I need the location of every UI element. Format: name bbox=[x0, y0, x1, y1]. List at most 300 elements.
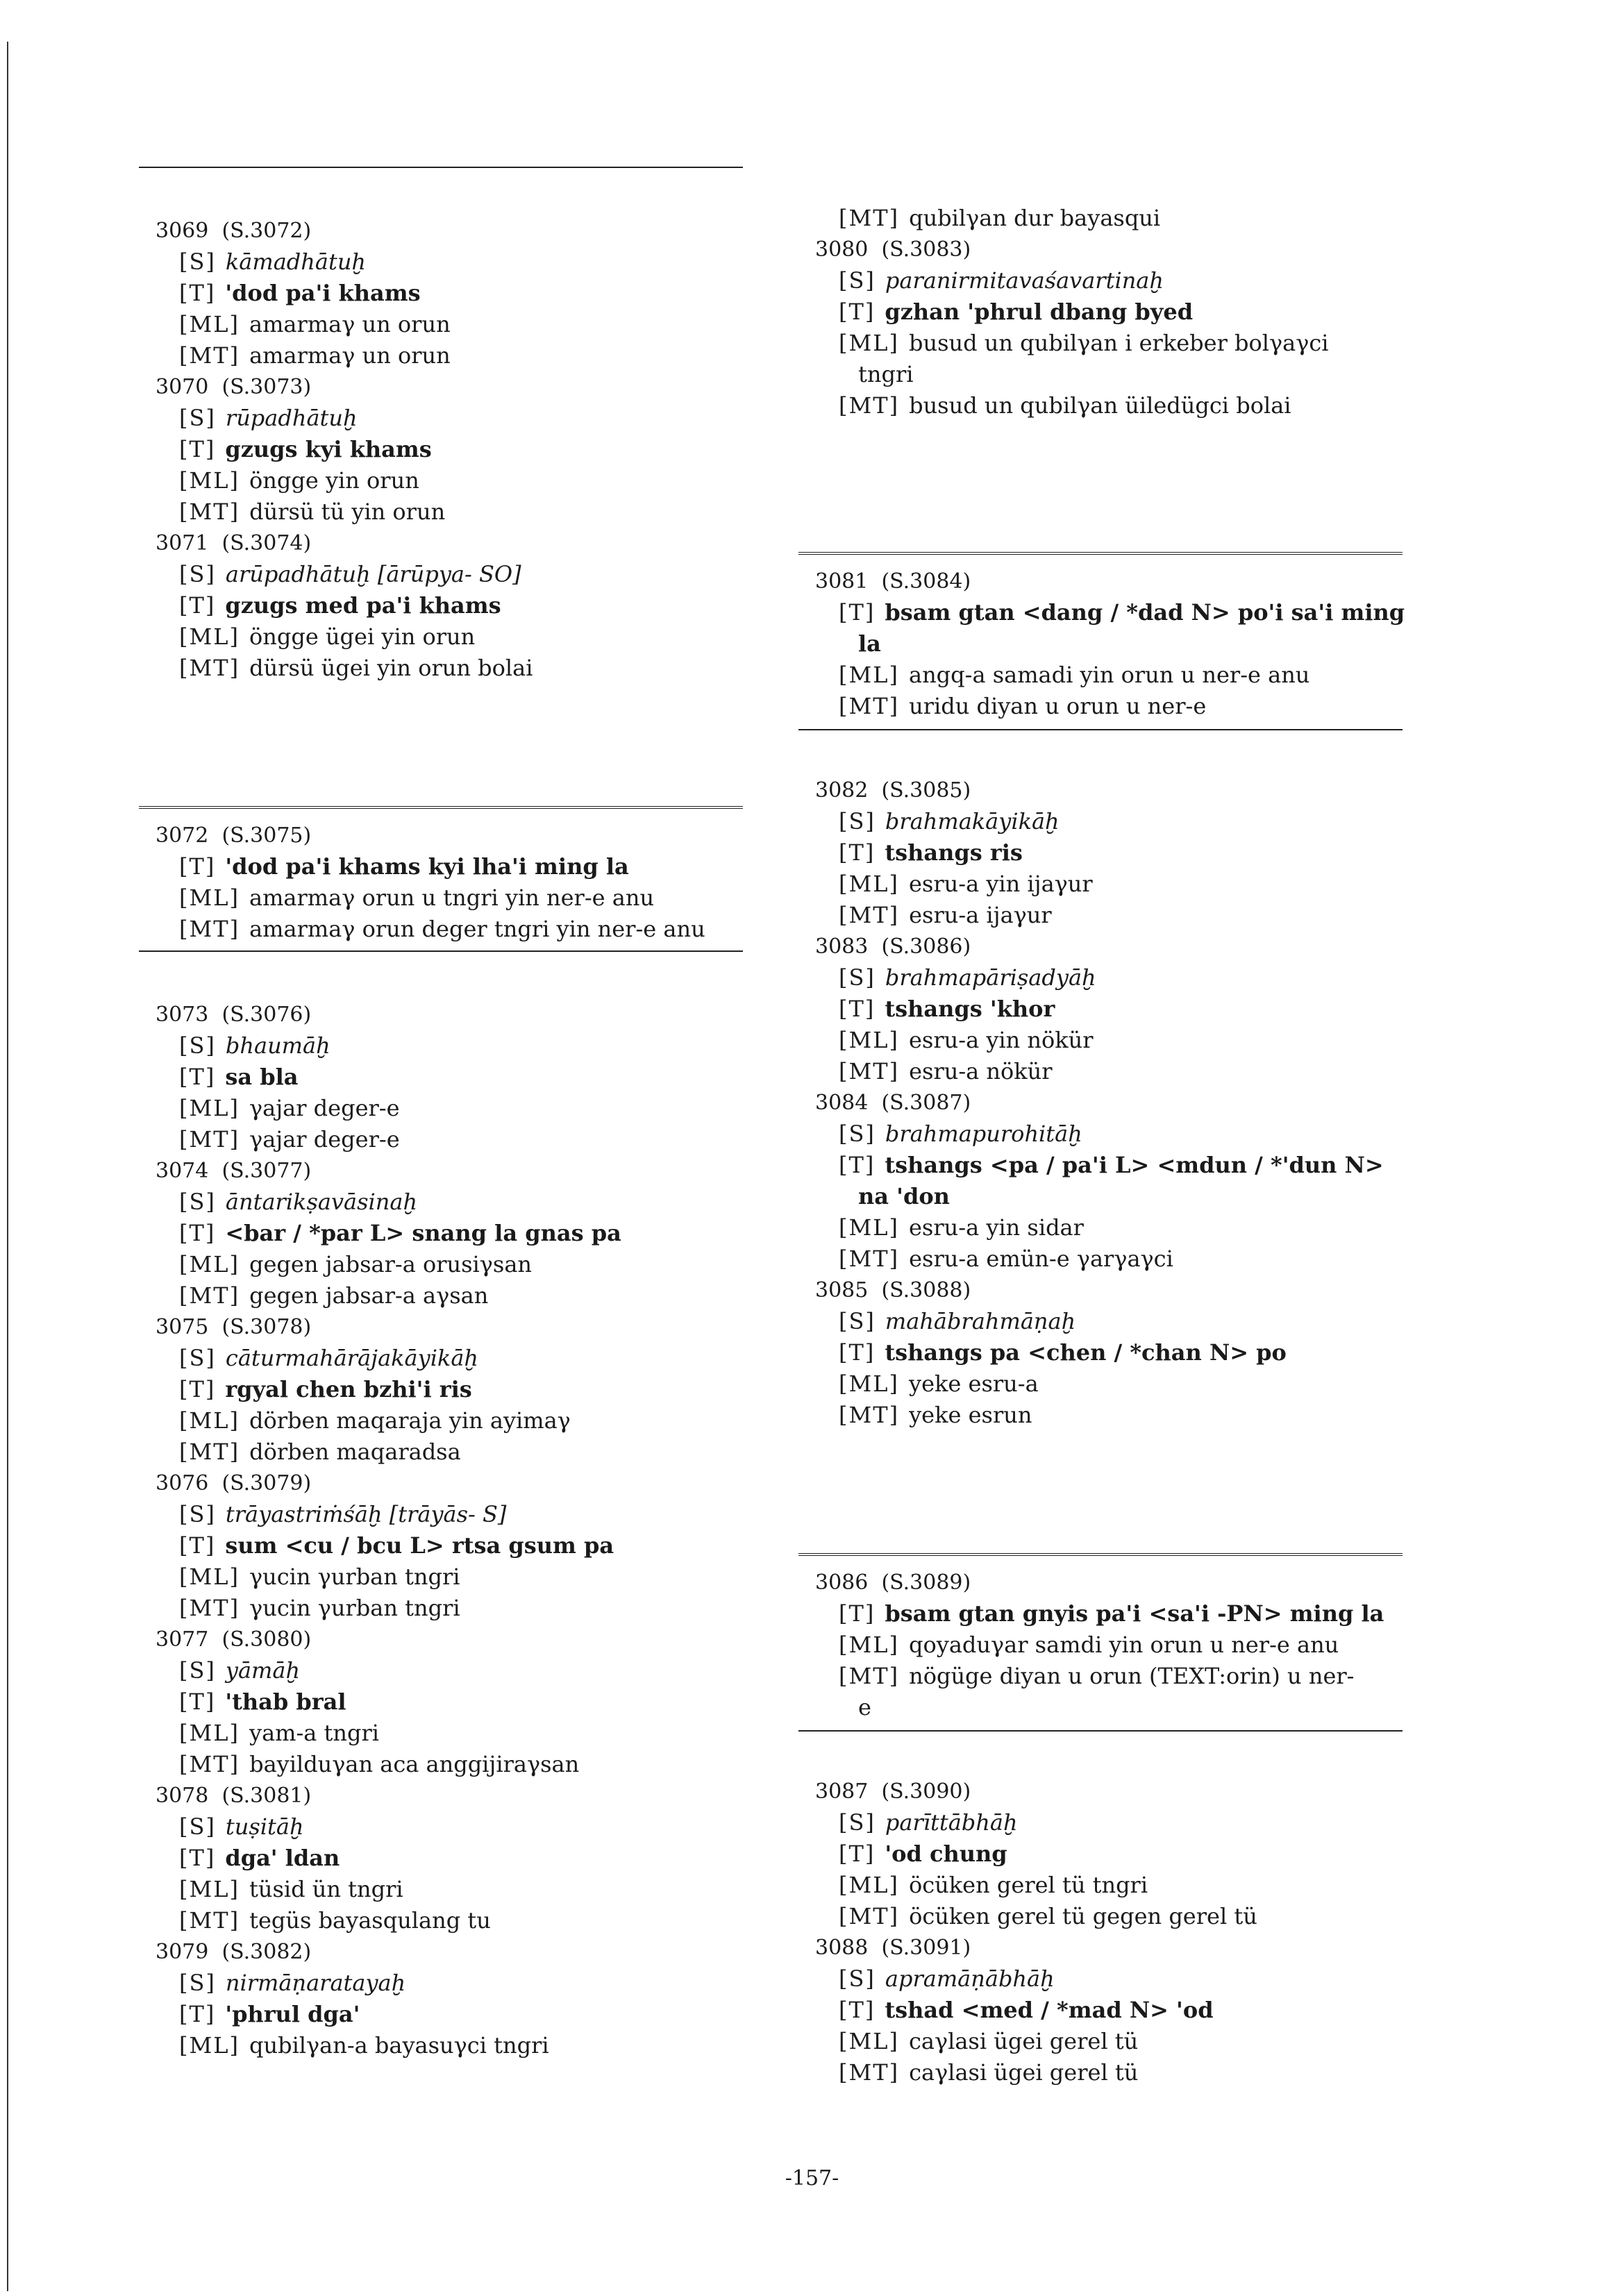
language-tag: [T] bbox=[179, 1376, 216, 1402]
entry-text: esru-a emün-e γarγaγci bbox=[909, 1246, 1173, 1272]
entry-text: γucin γurban tngri bbox=[249, 1595, 460, 1621]
entry-text: tüsid ün tngri bbox=[249, 1876, 403, 1902]
entry-reference: (S.3087) bbox=[881, 1091, 971, 1115]
entry-number: 3079 bbox=[156, 1940, 209, 1964]
entry-line bbox=[839, 837, 1437, 869]
entry-line bbox=[179, 1718, 778, 1749]
entry-line bbox=[179, 246, 778, 278]
entry-line bbox=[839, 1118, 1437, 1150]
language-tag: [S] bbox=[179, 1657, 216, 1684]
entry-line bbox=[179, 309, 778, 340]
language-tag: [T] bbox=[839, 1152, 876, 1178]
language-tag: [MT] bbox=[839, 1903, 900, 1929]
entry-line bbox=[179, 1905, 778, 1936]
language-tag: [S] bbox=[839, 808, 876, 835]
language-tag: [ML] bbox=[839, 871, 899, 897]
entry-text: amarmaγ orun u tngri yin ner-e anu bbox=[249, 885, 655, 911]
entry-text: 'dod pa'i khams kyi lha'i ming la bbox=[225, 853, 629, 880]
entry-header bbox=[815, 1087, 1437, 1118]
entry-line bbox=[179, 340, 778, 371]
entry-text: mahābrahmāṇaḫ bbox=[885, 1308, 1076, 1334]
entry-text: dürsü ügei yin orun bolai bbox=[249, 655, 533, 681]
entry-text: gegen jabsar-a orusiγsan bbox=[249, 1251, 533, 1277]
entry-text: γucin γurban tngri bbox=[249, 1564, 460, 1590]
entry-line bbox=[839, 2057, 1437, 2088]
entry-line bbox=[839, 900, 1437, 931]
entry-text: caγlasi ügei gerel tü bbox=[909, 2059, 1139, 2086]
entry-line bbox=[179, 1405, 778, 1436]
entry-line bbox=[839, 1995, 1437, 2026]
language-tag: [T] bbox=[179, 853, 216, 880]
entry-block bbox=[139, 215, 778, 684]
language-tag: [T] bbox=[179, 1689, 216, 1715]
entry-text: brahmakāyikāḫ bbox=[885, 808, 1060, 835]
language-tag: [MT] bbox=[179, 1126, 240, 1153]
entry-reference: (S.3078) bbox=[221, 1315, 312, 1339]
entry-header bbox=[156, 1624, 778, 1655]
entry-text: gzhan 'phrul dbang byed bbox=[885, 299, 1194, 325]
language-tag: [MT] bbox=[179, 342, 240, 369]
language-tag: [MT] bbox=[179, 916, 240, 942]
entry-reference: (S.3082) bbox=[221, 1940, 312, 1964]
language-tag: [MT] bbox=[839, 2059, 900, 2086]
language-tag: [S] bbox=[839, 1308, 876, 1334]
language-tag: [MT] bbox=[839, 693, 900, 719]
entry-text: trāyastriṁśāḫ [trāyās- S] bbox=[225, 1501, 507, 1527]
language-tag: [ML] bbox=[179, 1251, 240, 1277]
entry-line bbox=[839, 1243, 1437, 1275]
section-rule bbox=[798, 1730, 1403, 1732]
entry-line bbox=[179, 2030, 778, 2061]
entry-line bbox=[179, 278, 778, 309]
entry-line bbox=[839, 1150, 1437, 1181]
language-tag: [T] bbox=[839, 1841, 876, 1867]
language-tag: [ML] bbox=[839, 1027, 899, 1053]
language-tag: [MT] bbox=[839, 1058, 900, 1084]
entry-line bbox=[839, 296, 1437, 328]
entry-line bbox=[179, 1499, 778, 1530]
language-tag: [T] bbox=[839, 1997, 876, 2023]
language-tag: [S] bbox=[839, 1809, 876, 1836]
entry-number: 3075 bbox=[156, 1315, 209, 1339]
entry-text: qubilγan dur bayasqui bbox=[909, 205, 1161, 231]
entry-reference: (S.3080) bbox=[221, 1627, 312, 1652]
entry-text: gzugs kyi khams bbox=[225, 436, 432, 462]
entry-line bbox=[839, 1901, 1437, 1932]
entry-number: 3074 bbox=[156, 1159, 209, 1183]
entry-block bbox=[798, 1776, 1437, 2088]
entry-text: bsam gtan <dang / *dad N> po'i sa'i ming bbox=[885, 599, 1405, 626]
section-rule bbox=[798, 729, 1403, 730]
section-rule bbox=[798, 1553, 1403, 1556]
entry-line bbox=[179, 1343, 778, 1374]
language-tag: [ML] bbox=[179, 623, 240, 650]
entry-text: 'dod pa'i khams bbox=[225, 280, 421, 306]
entry-header bbox=[156, 820, 778, 851]
entry-text: dörben maqaradsa bbox=[249, 1439, 461, 1465]
language-tag: [ML] bbox=[179, 1407, 240, 1434]
entry-text: parīttābhāḫ bbox=[885, 1809, 1018, 1836]
language-tag: [MT] bbox=[179, 1282, 240, 1309]
entry-text: bhaumāḫ bbox=[225, 1032, 330, 1059]
entry-header bbox=[156, 1312, 778, 1343]
entry-reference: (S.3085) bbox=[881, 778, 971, 803]
entry-header bbox=[815, 775, 1437, 806]
language-tag: [MT] bbox=[839, 1402, 900, 1428]
entry-line bbox=[179, 496, 778, 528]
entry-number: 3080 bbox=[815, 237, 869, 262]
entry-line bbox=[179, 1374, 778, 1405]
entry-block bbox=[798, 1567, 1437, 1723]
entry-text: yeke esru-a bbox=[908, 1371, 1039, 1397]
language-tag: [S] bbox=[179, 249, 216, 275]
entry-text: cāturmahārājakāyikāḫ bbox=[225, 1345, 478, 1371]
language-tag: [ML] bbox=[179, 1876, 240, 1902]
entry-text: tshangs 'khor bbox=[885, 996, 1055, 1022]
entry-line bbox=[179, 1124, 778, 1155]
language-tag: [S] bbox=[839, 1121, 876, 1147]
entry-number: 3071 bbox=[156, 531, 209, 555]
entry-line bbox=[179, 914, 778, 945]
entry-line bbox=[839, 1400, 1437, 1431]
entry-text: uridu diyan u orun u ner-e bbox=[909, 693, 1207, 719]
entry-line bbox=[839, 390, 1437, 421]
entry-continuation: na 'don bbox=[858, 1183, 950, 1209]
entry-line bbox=[179, 1874, 778, 1905]
entry-line bbox=[179, 1968, 778, 1999]
entry-text: yam-a tngri bbox=[249, 1720, 380, 1746]
entry-line bbox=[839, 1629, 1437, 1661]
section-rule bbox=[139, 950, 743, 952]
right-column bbox=[798, 203, 1437, 2088]
entry-text: apramāṇābhāḫ bbox=[885, 1966, 1055, 1992]
section-rule bbox=[798, 552, 1403, 555]
entry-line bbox=[179, 1280, 778, 1312]
entry-text: busud un qubilγan i erkeber bolγaγci bbox=[908, 330, 1329, 356]
entry-text: gzugs med pa'i khams bbox=[225, 592, 501, 619]
entry-line bbox=[179, 1593, 778, 1624]
language-tag: [S] bbox=[179, 405, 216, 431]
entry-header bbox=[156, 1780, 778, 1811]
section-rule bbox=[139, 806, 743, 809]
entry-text: esru-a yin ijaγur bbox=[908, 871, 1093, 897]
language-tag: [ML] bbox=[839, 1214, 899, 1241]
language-tag: [ML] bbox=[839, 1371, 899, 1397]
entry-text: kāmadhātuḫ bbox=[225, 249, 367, 275]
entry-number: 3078 bbox=[156, 1784, 209, 1808]
language-tag: [MT] bbox=[839, 392, 900, 419]
section-rule bbox=[139, 167, 743, 168]
entry-text: rūpadhātuḫ bbox=[225, 405, 358, 431]
entry-text: öcüken gerel tü gegen gerel tü bbox=[909, 1903, 1257, 1929]
language-tag: [T] bbox=[839, 299, 876, 325]
entry-number: 3083 bbox=[815, 935, 869, 959]
entry-text: dörben maqaraja yin ayimaγ bbox=[249, 1407, 571, 1434]
entry-line bbox=[179, 851, 778, 882]
entry-text: esru-a yin sidar bbox=[908, 1214, 1084, 1241]
entry-line bbox=[839, 1306, 1437, 1337]
entry-header bbox=[156, 371, 778, 403]
language-tag: [T] bbox=[179, 1845, 216, 1871]
language-tag: [T] bbox=[839, 1339, 876, 1366]
entry-text: rgyal chen bzhi'i ris bbox=[225, 1376, 472, 1402]
language-tag: [S] bbox=[179, 1345, 216, 1371]
entry-line bbox=[839, 597, 1437, 628]
language-tag: [S] bbox=[179, 561, 216, 587]
page-number: -157- bbox=[785, 2166, 839, 2190]
language-tag: [S] bbox=[839, 267, 876, 294]
entry-text: dürsü tü yin orun bbox=[249, 498, 446, 525]
entry-text: busud un qubilγan üiledügci bolai bbox=[909, 392, 1291, 419]
entry-line bbox=[839, 1212, 1437, 1243]
entry-reference: (S.3086) bbox=[881, 935, 971, 959]
entry-text: γajar deger-e bbox=[249, 1095, 400, 1121]
entry-text: tegüs bayasqulang tu bbox=[249, 1907, 491, 1934]
entry-line bbox=[839, 1661, 1437, 1692]
language-tag: [ML] bbox=[179, 311, 240, 337]
entry-line bbox=[839, 962, 1437, 994]
language-tag: [ML] bbox=[839, 662, 899, 688]
entry-line bbox=[179, 465, 778, 496]
language-tag: [MT] bbox=[179, 1751, 240, 1777]
entry-line bbox=[179, 403, 778, 434]
entry-text: 'phrul dga' bbox=[225, 2001, 360, 2027]
language-tag: [MT] bbox=[839, 205, 900, 231]
entry-reference: (S.3077) bbox=[221, 1159, 312, 1183]
entry-text: sa bla bbox=[225, 1064, 299, 1090]
entry-text: 'thab bral bbox=[225, 1689, 346, 1715]
entry-text: bayilduγan aca anggijiraγsan bbox=[249, 1751, 580, 1777]
language-tag: [ML] bbox=[839, 2028, 899, 2054]
entry-line bbox=[179, 1436, 778, 1468]
entry-text: brahmapurohitāḫ bbox=[885, 1121, 1082, 1147]
entry-block bbox=[798, 203, 1437, 421]
language-tag: [T] bbox=[179, 2001, 216, 2027]
entry-line bbox=[839, 1025, 1437, 1056]
entry-line bbox=[179, 653, 778, 684]
entry-number: 3088 bbox=[815, 1936, 869, 1960]
entry-line bbox=[179, 1655, 778, 1686]
entry-line bbox=[179, 1561, 778, 1593]
entry-header bbox=[815, 1776, 1437, 1807]
entry-text: 'od chung bbox=[885, 1841, 1007, 1867]
entry-line bbox=[839, 1807, 1437, 1838]
entry-reference: (S.3084) bbox=[881, 569, 971, 594]
language-tag: [MT] bbox=[839, 902, 900, 928]
entry-reference: (S.3089) bbox=[881, 1570, 971, 1595]
entry-text: dga' ldan bbox=[225, 1845, 340, 1871]
entry-text: bsam gtan gnyis pa'i <sa'i -PN> ming la bbox=[885, 1600, 1384, 1627]
entry-line bbox=[179, 1749, 778, 1780]
entry-continuation: la bbox=[858, 630, 881, 657]
entry-number: 3073 bbox=[156, 1003, 209, 1027]
entry-line bbox=[179, 1218, 778, 1249]
language-tag: [S] bbox=[179, 1189, 216, 1215]
entry-text: öngge ügei yin orun bbox=[249, 623, 476, 650]
language-tag: [MT] bbox=[179, 498, 240, 525]
entry-number: 3070 bbox=[156, 375, 209, 399]
entry-text: brahmapāriṣadyāḫ bbox=[885, 964, 1096, 991]
entry-reference: (S.3081) bbox=[221, 1784, 312, 1808]
language-tag: [MT] bbox=[179, 1907, 240, 1934]
entry-line bbox=[839, 869, 1437, 900]
entry-text: āntarikṣavāsinaḫ bbox=[225, 1189, 418, 1215]
entry-number: 3086 bbox=[815, 1570, 869, 1595]
entry-line bbox=[179, 1062, 778, 1093]
entry-text: <bar / *par L> snang la gnas pa bbox=[225, 1220, 621, 1246]
language-tag: [T] bbox=[839, 599, 876, 626]
language-tag: [S] bbox=[179, 1970, 216, 1996]
entry-text: qoyaduγar samdi yin orun u ner-e anu bbox=[908, 1632, 1339, 1658]
entry-reference: (S.3072) bbox=[221, 219, 312, 243]
entry-line bbox=[839, 1368, 1437, 1400]
language-tag: [ML] bbox=[179, 2032, 240, 2059]
left-column bbox=[139, 167, 778, 2061]
entry-line bbox=[179, 1811, 778, 1843]
entry-line bbox=[179, 1530, 778, 1561]
entry-text: paranirmitavaśavartinaḫ bbox=[885, 267, 1164, 294]
entry-text: amarmaγ un orun bbox=[249, 342, 451, 369]
entry-text: γajar deger-e bbox=[249, 1126, 400, 1153]
language-tag: [T] bbox=[179, 1064, 216, 1090]
language-tag: [ML] bbox=[179, 1095, 240, 1121]
entry-reference: (S.3074) bbox=[221, 531, 312, 555]
entry-reference: (S.3079) bbox=[221, 1471, 312, 1495]
entry-reference: (S.3075) bbox=[221, 823, 312, 848]
entry-line bbox=[179, 1093, 778, 1124]
entry-block bbox=[139, 999, 778, 2061]
entry-number: 3085 bbox=[815, 1278, 869, 1302]
language-tag: [T] bbox=[179, 436, 216, 462]
entry-header bbox=[815, 1932, 1437, 1963]
entry-block bbox=[798, 775, 1437, 1431]
language-tag: [MT] bbox=[839, 1246, 900, 1272]
language-tag: [S] bbox=[839, 1966, 876, 1992]
entry-reference: (S.3076) bbox=[221, 1003, 312, 1027]
language-tag: [MT] bbox=[179, 1595, 240, 1621]
entry-line bbox=[179, 882, 778, 914]
entry-text: nögüge diyan u orun (TEXT:orin) u ner- bbox=[909, 1663, 1355, 1689]
entry-text: amarmaγ orun deger tngri yin ner-e anu bbox=[249, 916, 705, 942]
entry-line bbox=[179, 1249, 778, 1280]
entry-line bbox=[179, 1030, 778, 1062]
entry-text: öngge yin orun bbox=[249, 467, 419, 494]
entry-text: qubilγan-a bayasuγci tngri bbox=[249, 2032, 549, 2059]
entry-text: angq-a samadi yin orun u ner-e anu bbox=[908, 662, 1310, 688]
entry-header bbox=[156, 1936, 778, 1968]
entry-reference: (S.3088) bbox=[881, 1278, 971, 1302]
entry-text: tshangs ris bbox=[885, 839, 1023, 866]
entry-text: nirmāṇaratayaḫ bbox=[225, 1970, 406, 1996]
entry-text: tshangs <pa / pa'i L> <mdun / *'dun N> bbox=[885, 1152, 1384, 1178]
entry-reference: (S.3073) bbox=[221, 375, 312, 399]
language-tag: [MT] bbox=[839, 1663, 900, 1689]
entry-text: yāmāḫ bbox=[225, 1657, 301, 1684]
entry-line bbox=[179, 434, 778, 465]
entry-line bbox=[839, 1598, 1437, 1629]
entry-line bbox=[839, 328, 1437, 359]
entry-continuation: e bbox=[858, 1694, 871, 1720]
entry-text: öcüken gerel tü tngri bbox=[908, 1872, 1148, 1898]
entry-header bbox=[156, 999, 778, 1030]
entry-header bbox=[156, 215, 778, 246]
entry-header bbox=[815, 566, 1437, 597]
entry-text: arūpadhātuḫ [ārūpya- SO] bbox=[225, 561, 521, 587]
entry-block bbox=[139, 820, 778, 945]
language-tag: [ML] bbox=[839, 330, 899, 356]
entry-text: yeke esrun bbox=[909, 1402, 1032, 1428]
entry-number: 3076 bbox=[156, 1471, 209, 1495]
entry-line bbox=[839, 994, 1437, 1025]
entry-reference: (S.3090) bbox=[881, 1779, 971, 1804]
entry-line bbox=[839, 691, 1437, 722]
entry-text: esru-a nökür bbox=[909, 1058, 1053, 1084]
language-tag: [T] bbox=[839, 1600, 876, 1627]
entry-header bbox=[815, 1275, 1437, 1306]
entry-header bbox=[815, 1567, 1437, 1598]
entry-text: tuṣitāḫ bbox=[225, 1813, 304, 1840]
entry-line bbox=[839, 1963, 1437, 1995]
entry-line bbox=[839, 265, 1437, 296]
language-tag: [ML] bbox=[179, 1564, 240, 1590]
entry-line bbox=[839, 1838, 1437, 1870]
entry-text: caγlasi ügei gerel tü bbox=[908, 2028, 1139, 2054]
entry-text: sum <cu / bcu L> rtsa gsum pa bbox=[225, 1532, 614, 1559]
language-tag: [MT] bbox=[179, 1439, 240, 1465]
language-tag: [T] bbox=[839, 839, 876, 866]
language-tag: [T] bbox=[179, 592, 216, 619]
entry-reference: (S.3091) bbox=[881, 1936, 971, 1960]
entry-header bbox=[156, 528, 778, 559]
entry-header bbox=[156, 1155, 778, 1187]
language-tag: [T] bbox=[179, 1532, 216, 1559]
entry-text: tshad <med / *mad N> 'od bbox=[885, 1997, 1214, 2023]
entry-line bbox=[179, 559, 778, 590]
language-tag: [S] bbox=[179, 1813, 216, 1840]
entry-continuation: tngri bbox=[858, 361, 914, 387]
entry-header bbox=[815, 234, 1437, 265]
entry-line bbox=[179, 621, 778, 653]
entry-text: gegen jabsar-a aγsan bbox=[249, 1282, 489, 1309]
entry-header bbox=[156, 1468, 778, 1499]
entry-line bbox=[839, 806, 1437, 837]
entry-reference: (S.3083) bbox=[881, 237, 971, 262]
language-tag: [ML] bbox=[839, 1872, 899, 1898]
entry-text: esru-a yin nökür bbox=[908, 1027, 1094, 1053]
language-tag: [ML] bbox=[839, 1632, 899, 1658]
language-tag: [T] bbox=[839, 996, 876, 1022]
entry-number: 3087 bbox=[815, 1779, 869, 1804]
entry-text: esru-a ijaγur bbox=[909, 902, 1052, 928]
entry-line bbox=[179, 1999, 778, 2030]
entry-line bbox=[179, 1686, 778, 1718]
entry-line bbox=[179, 590, 778, 621]
language-tag: [S] bbox=[839, 964, 876, 991]
page-edge-mark bbox=[7, 42, 8, 2291]
entry-number: 3077 bbox=[156, 1627, 209, 1652]
language-tag: [S] bbox=[179, 1032, 216, 1059]
entry-number: 3082 bbox=[815, 778, 869, 803]
language-tag: [S] bbox=[179, 1501, 216, 1527]
entry-line bbox=[839, 1056, 1437, 1087]
language-tag: [T] bbox=[179, 1220, 216, 1246]
entry-number: 3081 bbox=[815, 569, 869, 594]
language-tag: [ML] bbox=[179, 885, 240, 911]
entry-line bbox=[839, 203, 1437, 234]
language-tag: [ML] bbox=[179, 1720, 240, 1746]
language-tag: [ML] bbox=[179, 467, 240, 494]
entry-text: tshangs pa <chen / *chan N> po bbox=[885, 1339, 1287, 1366]
